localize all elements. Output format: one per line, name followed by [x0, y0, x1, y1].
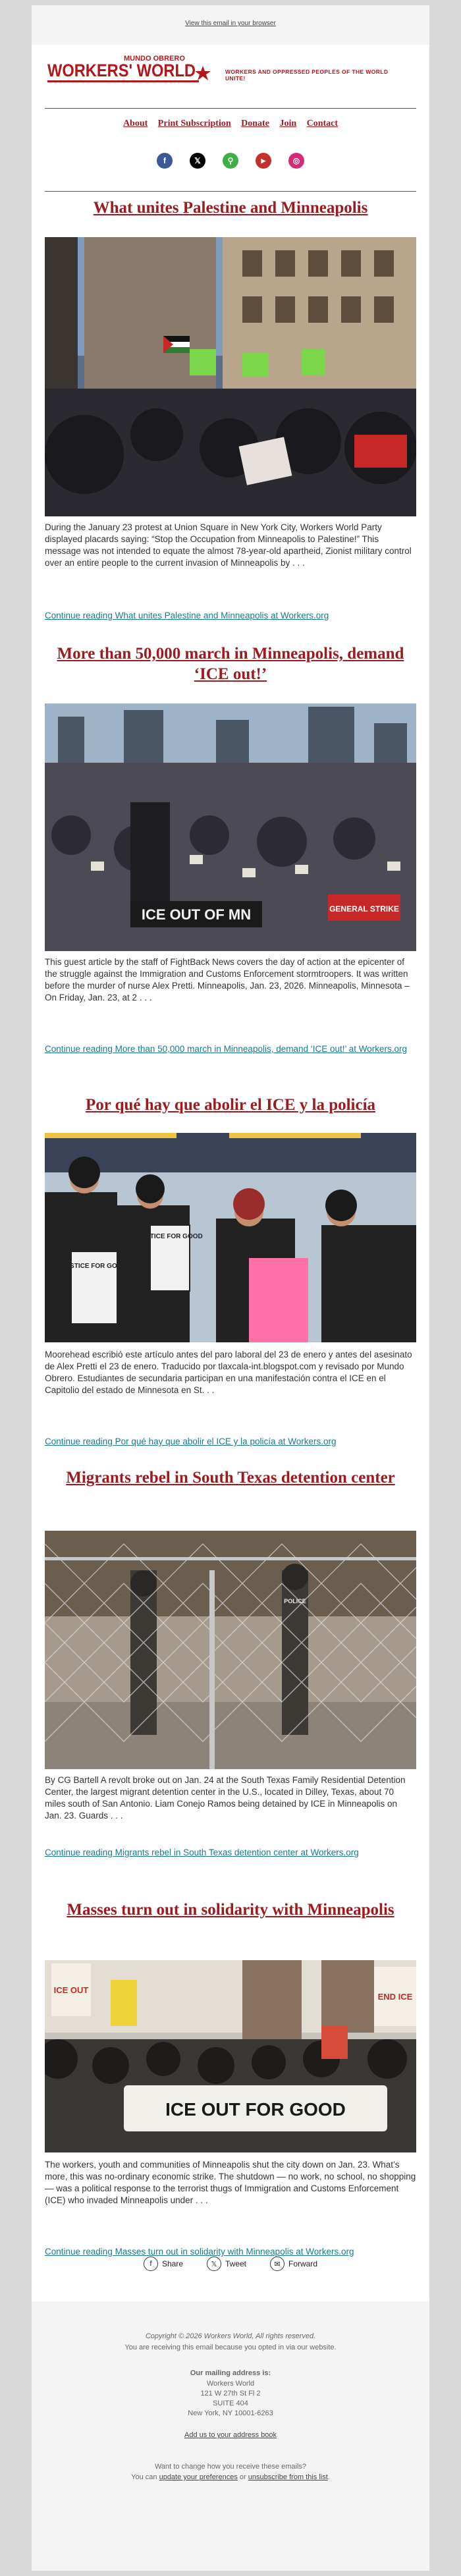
article-3-excerpt: Moorehead escribió este artículo antes del paro laboral del 23 de enero y antes del asesinato de Alex Pretti el 23 de enero. Traducido por tlaxcala-int.blogspot.com y revisado por Mundo Obrero. Estudiantes de secundaria participan en una manifestación contra el ICE en el Capitolio del estado de Minnesota en St. . . — [45, 1350, 412, 1395]
article-4-read-more[interactable]: Continue reading Migrants rebel in South Texas detention center at Workers.org — [45, 1848, 359, 1857]
facebook-icon: f — [144, 2257, 158, 2271]
youtube-icon[interactable]: ▶ — [256, 153, 271, 169]
article-5-image-sign1-text: ICE OUT — [53, 1985, 89, 1995]
facebook-icon[interactable]: f — [157, 153, 173, 169]
logo-main-text: WORKERS' WORLD — [47, 61, 196, 80]
link-icon[interactable]: ⚲ — [223, 153, 238, 169]
article-5-excerpt: The workers, youth and communities of Minneapolis shut the city down on Jan. 23. What’s more, this was no-ordinary economic strike. The shutdown — no work, no school, no shopping — was a political response to the terrorist thugs of Immigration and Customs Enforcement (ICE) who invaded Minneapolis under . . . — [45, 2160, 416, 2205]
article-2-title[interactable]: More than 50,000 march in Minneapolis, demand ‘ICE out!’ — [57, 645, 404, 683]
article-2-excerpt: This guest article by the staff of FightBack News covers the day of action at the epicenter of the struggle against the Immigration and Customs Enforcement stormtroopers. It was written before the murder of nurse Alex Pretti. Minneapolis, Jan. 23, 2026. Minneapolis, Minnesota – On Friday, Jan. 23, at 2 . . . — [45, 957, 410, 1002]
share-facebook-label: Share — [161, 2259, 183, 2268]
share-bar — [45, 2257, 416, 2271]
footer-mailing-label: Our mailing address is: — [190, 2369, 271, 2377]
article-2-read-more[interactable]: Continue reading More than 50,000 march in Minneapolis, demand ‘ICE out!’ at Workers.org — [45, 1044, 408, 1054]
article-3-title[interactable]: Por qué hay que abolir el ICE y la policía — [85, 1096, 376, 1114]
social-links — [45, 153, 416, 169]
header-divider-bottom — [45, 191, 416, 192]
footer-pref-mid: or — [237, 2473, 248, 2481]
forward-label: Forward — [288, 2259, 318, 2268]
article-3-image[interactable] — [45, 1133, 416, 1342]
article-5-image[interactable] — [45, 1960, 416, 2152]
article-3-read-more[interactable]: Continue reading Por qué hay que abolir el ICE y la policía at Workers.org — [45, 1437, 337, 1446]
article-1-excerpt: During the January 23 protest at Union Square in New York City, Workers World Party displayed placards saying: “Stop the Occupation from Minneapolis to Palestine!” This message was not intended to equate the almost 78-year-old apartheid, Zionist military control over an entire people to the current invasion of Minneapolis by . . . — [45, 522, 412, 568]
article-4-image[interactable] — [45, 1531, 416, 1769]
x-icon: 𝕏 — [207, 2257, 221, 2271]
footer-address-line-4: New York, NY 10001-6263 — [188, 2409, 273, 2417]
article-5-read-more[interactable]: Continue reading Masses turn out in solidarity with Minneapolis at Workers.org — [45, 2247, 354, 2257]
view-in-browser-link[interactable]: View this email in your browser — [185, 20, 276, 27]
article-5-image-banner-text: ICE OUT FOR GOOD — [165, 2099, 346, 2120]
logo-top-text: MUNDO OBRERO — [124, 55, 185, 63]
tagline: WORKERS AND OPPRESSED PEOPLES OF THE WORLD UNITE! — [225, 69, 389, 82]
article-5-title[interactable]: Masses turn out in solidarity with Minneapolis — [67, 1901, 394, 1919]
nav-donate[interactable]: Donate — [241, 119, 269, 128]
article-4-excerpt: By CG Bartell A revolt broke out on Jan. 24 at the South Texas Family Residential Detention Center, the largest migrant detention center in the U.S., located in Dilley, Texas, about 70 miles south of San Antonio. Liam Conejo Ramos being detained by ICE in Minneapolis on Jan. 23. Guards . . . — [45, 1775, 406, 1821]
article-1-read-more[interactable]: Continue reading What unites Palestine and Minneapolis at Workers.org — [45, 611, 329, 620]
article-3-image-sign2-text: JUSTICE FOR GOOD — [137, 1233, 203, 1240]
nav-join[interactable]: Join — [279, 119, 297, 128]
article-2-image-sign-text: GENERAL STRIKE — [329, 904, 399, 914]
footer-copyright: Copyright © 2026 Workers World, All rights reserved. — [145, 2332, 316, 2340]
nav-about[interactable]: About — [122, 119, 148, 128]
article-1-title[interactable]: What unites Palestine and Minneapolis — [93, 199, 368, 217]
email-icon: ✉ — [270, 2257, 285, 2271]
footer-pref-prefix: You can — [131, 2473, 159, 2481]
article-2-image[interactable] — [45, 703, 416, 951]
footer-address-line-1: Workers World — [206, 2380, 255, 2388]
nav-contact[interactable]: Contact — [306, 119, 339, 128]
footer-pref-suffix: . — [327, 2473, 330, 2481]
footer-reason: You are receiving this email because you opted in via our website. — [124, 2343, 337, 2351]
add-to-address-book-link[interactable]: Add us to your address book — [184, 2431, 277, 2439]
footer-preferences-line — [32, 2473, 429, 2482]
footer-address-line-3: SUITE 404 — [213, 2399, 248, 2407]
share-x-label: Tweet — [225, 2259, 247, 2268]
article-3-image-sign1-text: JUSTICE FOR GOOD — [61, 1263, 127, 1270]
workers-world-logo[interactable] — [46, 53, 217, 88]
footer-address-line-2: 121 W 27th St Fl 2 — [200, 2390, 261, 2398]
article-4-image-vest-text: POLICE — [284, 1598, 306, 1604]
forward-email-button[interactable] — [270, 2257, 317, 2271]
article-2-image-banner-text: ICE OUT OF MN — [141, 906, 252, 923]
article-1-image[interactable] — [45, 237, 416, 516]
article-4-title[interactable]: Migrants rebel in South Texas detention center — [66, 1469, 395, 1487]
x-icon[interactable]: 𝕏 — [190, 153, 205, 169]
nav-print-subscription[interactable]: Print Subscription — [157, 119, 231, 128]
share-facebook-button[interactable] — [144, 2257, 183, 2271]
article-5-image-sign2-text: END ICE — [377, 1992, 413, 2002]
header-divider-top — [45, 108, 416, 109]
instagram-icon[interactable]: ◎ — [288, 153, 304, 169]
star-icon — [195, 66, 211, 80]
unsubscribe-link[interactable]: unsubscribe from this list — [248, 2473, 328, 2481]
main-nav — [45, 119, 416, 129]
update-preferences-link[interactable]: update your preferences — [159, 2473, 238, 2481]
share-x-button[interactable] — [207, 2257, 246, 2271]
footer-change-question: Want to change how you receive these emails? — [154, 2463, 307, 2471]
